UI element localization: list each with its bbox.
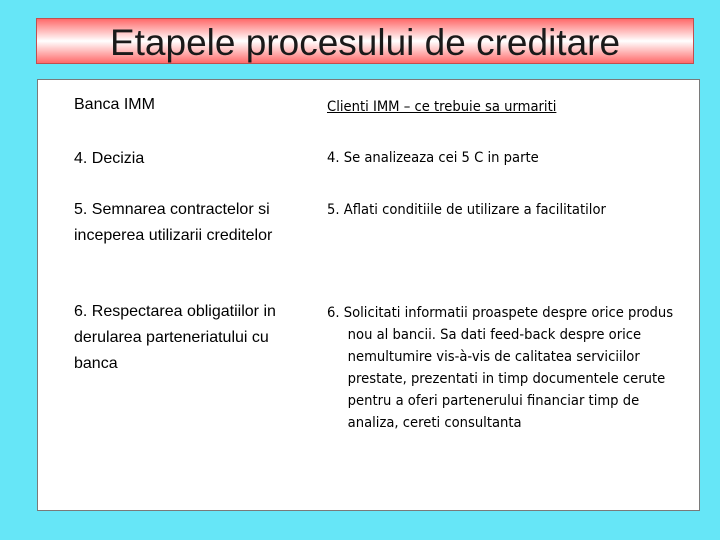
row-5-left: 5. Semnarea contractelor si inceperea utilizarii creditelor: [74, 201, 273, 244]
content-panel: [37, 79, 700, 511]
slide-title: Etapele procesului de creditare: [109, 22, 621, 63]
header-clienti-imm: Clienti IMM – ce trebuie sa urmariti: [327, 99, 557, 115]
row-6-left: 6. Respectarea obligatiilor in derularea parteneriatului cu banca: [74, 303, 276, 372]
row-4-left: 4. Decizia: [74, 150, 145, 167]
row-5-right: 5. Aflati conditiile de utilizare a facilitatilor: [327, 202, 606, 218]
title-banner: [36, 18, 694, 64]
row-4-right: 4. Se analizeaza cei 5 C in parte: [327, 150, 539, 166]
header-banca-imm: Banca IMM: [74, 96, 155, 113]
row-6-right: 6. Solicitati informatii proaspete despre orice produs nou al bancii. Sa dati feed-back despre orice nemultumire vis-à-vis de calitatea serviciilor prestate, prezentati in timp documentele cerute pentru a oferi partenerului financiar timp de analiza, cereti consultanta: [327, 305, 674, 431]
